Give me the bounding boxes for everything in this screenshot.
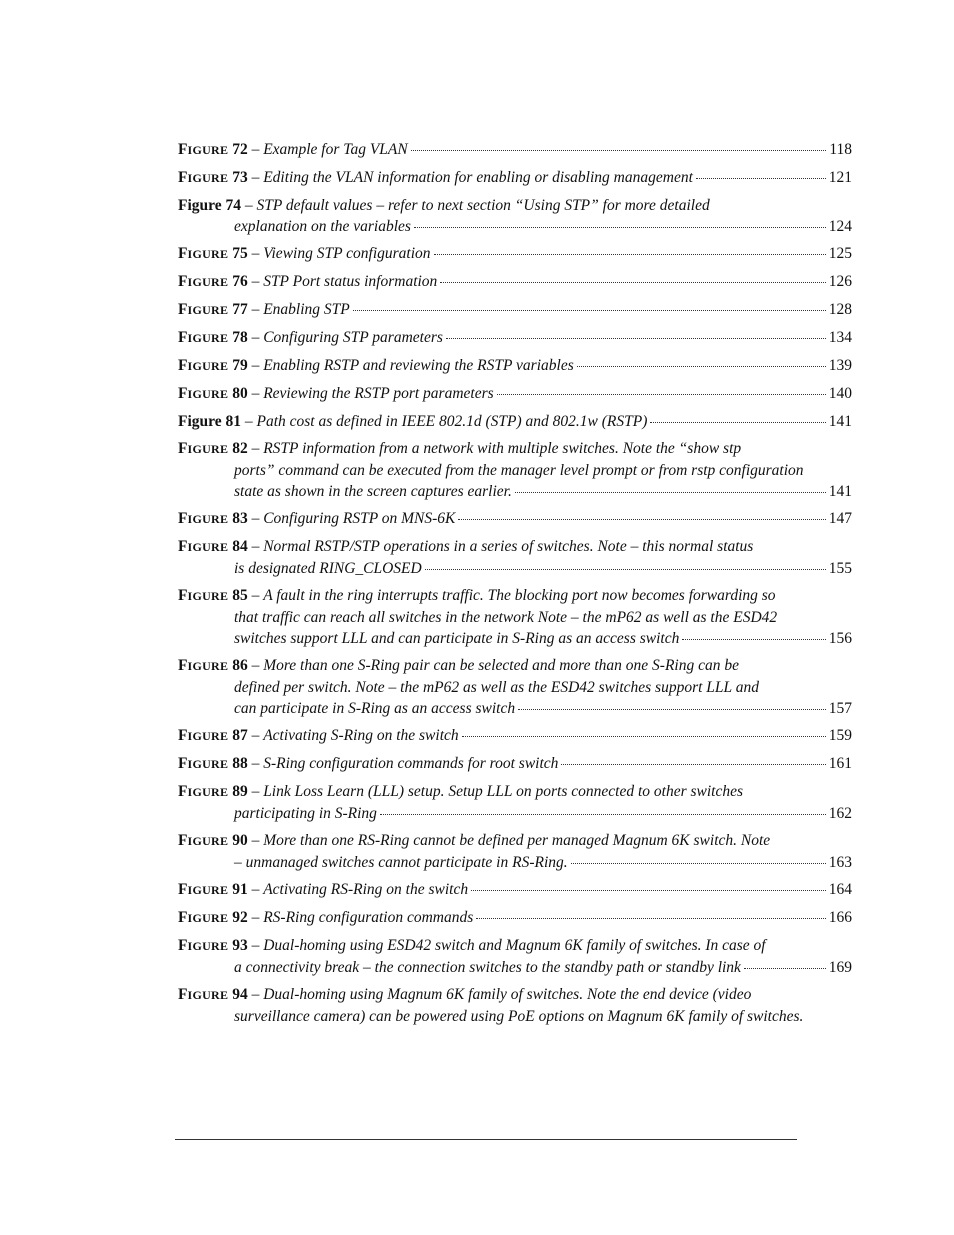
toc-entry[interactable] [178,753,852,775]
figure-caption: Editing the VLAN information for enabling or disabling management [263,169,693,186]
separator: – [247,783,264,800]
separator: – [247,169,264,186]
toc-entry[interactable] [178,195,852,237]
figure-caption: A fault in the ring interrupts traffic. The blocking port now becomes forwarding so [263,587,776,604]
figure-caption: state as shown in the screen captures earlier. [234,483,512,500]
separator: – [247,881,264,898]
dot-leader [414,226,826,228]
toc-entry[interactable] [178,355,852,377]
toc-entry[interactable] [178,243,852,265]
toc-entry[interactable] [178,781,852,824]
figure-label: FIGURE 82 [178,440,248,457]
figure-label: FIGURE 94 [178,986,248,1003]
separator: – [247,937,264,954]
page-number[interactable]: 161 [828,755,852,772]
dot-leader [744,967,826,969]
page-number[interactable]: 141 [828,483,852,500]
toc-entry[interactable] [178,935,852,978]
dot-leader [561,763,825,765]
figure-label: FIGURE 89 [178,783,248,800]
page-number[interactable]: 163 [828,854,852,871]
figure-caption: Activating S-Ring on the switch [263,727,459,744]
toc-entry[interactable] [178,907,852,929]
page-number[interactable]: 166 [828,909,852,926]
figure-label: FIGURE 91 [178,881,248,898]
dot-leader [515,491,826,493]
dot-leader [682,638,825,640]
page-number[interactable]: 157 [828,700,852,717]
figure-label: FIGURE 85 [178,587,248,604]
figure-caption: S-Ring configuration commands for root switch [263,755,559,772]
figure-caption: can participate in S-Ring as an access switch [234,700,516,717]
separator: – [247,832,264,849]
figure-caption: STP Port status information [263,273,438,290]
figure-caption: STP default values – refer to next section “Using STP” for more detailed [256,197,710,214]
separator: – [247,755,264,772]
separator: – [247,657,264,674]
dot-leader [462,735,826,737]
page-number[interactable]: 139 [828,357,852,374]
toc-entry[interactable] [178,536,852,579]
figure-caption: Enabling RSTP and reviewing the RSTP variables [263,357,574,374]
page-number[interactable]: 169 [828,959,852,976]
separator: – [247,245,264,262]
table-of-figures [178,139,852,1033]
figure-label: FIGURE 90 [178,832,248,849]
toc-entry[interactable] [178,411,852,432]
figure-caption: that traffic can reach all switches in the network Note – the mP62 as well as the ESD42 [234,609,778,626]
dot-leader [650,421,825,423]
figure-caption: a connectivity break – the connection switches to the standby path or standby link [234,959,741,976]
dot-leader [440,281,825,283]
figure-caption: surveillance camera) can be powered using PoE options on Magnum 6K family of switches. [234,1008,804,1025]
separator: – [247,329,264,346]
figure-label: FIGURE 78 [178,329,248,346]
dot-leader [696,177,826,179]
figure-label: Figure 81 [178,413,241,430]
toc-entry[interactable] [178,879,852,901]
figure-caption: ports” command can be executed from the manager level prompt or from rstp configuration [234,462,804,479]
figure-caption: Reviewing the RSTP port parameters [263,385,494,402]
toc-entry[interactable] [178,508,852,530]
toc-entry[interactable] [178,585,852,649]
separator: – [247,357,264,374]
figure-label: FIGURE 77 [178,301,248,318]
toc-entry[interactable] [178,984,852,1027]
figure-caption: participating in S-Ring [234,805,377,822]
figure-caption: Configuring STP parameters [263,329,443,346]
figure-caption: RSTP information from a network with multiple switches. Note the “show stp [263,440,742,457]
figure-caption: Link Loss Learn (LLL) setup. Setup LLL on ports connected to other switches [263,783,743,800]
toc-entry[interactable] [178,167,852,189]
figure-label: FIGURE 83 [178,510,248,527]
dot-leader [571,862,826,864]
figure-label: FIGURE 86 [178,657,248,674]
figure-label: FIGURE 73 [178,169,248,186]
page-number[interactable]: 125 [828,245,852,262]
figure-caption: More than one RS-Ring cannot be defined per managed Magnum 6K switch. Note [263,832,771,849]
page-number[interactable]: 140 [828,385,852,402]
page-number[interactable]: 164 [828,881,852,898]
figure-caption: More than one S-Ring pair can be selected and more than one S-Ring can be [263,657,739,674]
page-number[interactable]: 162 [828,805,852,822]
page-number[interactable]: 155 [828,560,852,577]
figure-label: FIGURE 75 [178,245,248,262]
page-number[interactable]: 121 [828,169,852,186]
toc-entry[interactable] [178,438,852,502]
figure-caption: Activating RS-Ring on the switch [263,881,469,898]
figure-label: FIGURE 72 [178,141,248,158]
figure-caption: Dual-homing using Magnum 6K family of switches. Note the end device (video [263,986,752,1003]
figure-label: FIGURE 79 [178,357,248,374]
page-number[interactable]: 128 [828,301,852,318]
dot-leader [471,889,826,891]
page-number[interactable]: 147 [828,510,852,527]
toc-entry[interactable] [178,725,852,747]
dot-leader [577,365,826,367]
figure-caption: Example for Tag VLAN [263,141,408,158]
separator: – [247,986,264,1003]
toc-entry[interactable] [178,139,852,161]
separator: – [241,197,257,214]
separator: – [247,727,264,744]
figure-label: FIGURE 84 [178,538,248,555]
page-number[interactable]: 156 [828,630,852,647]
page-number[interactable]: 159 [828,727,852,744]
separator: – [241,413,257,430]
figure-caption: Enabling STP [263,301,350,318]
separator: – [247,538,264,555]
dot-leader [497,393,826,395]
separator: – [247,141,264,158]
toc-entry[interactable] [178,383,852,405]
separator: – [247,510,264,527]
page-number[interactable]: 141 [828,413,852,430]
figure-caption: is designated RING_CLOSED [234,560,422,577]
figure-caption: Viewing STP configuration [263,245,431,262]
separator: – [247,273,264,290]
figure-label: FIGURE 88 [178,755,248,772]
separator: – [247,587,264,604]
figure-caption: – unmanaged switches cannot participate in RS-Ring. [234,854,568,871]
dot-leader [353,309,826,311]
dot-leader [476,917,825,919]
figure-caption: defined per switch. Note – the mP62 as well as the ESD42 switches support LLL and [234,679,759,696]
figure-label: Figure 74 [178,197,241,214]
page-number[interactable]: 124 [828,218,852,235]
toc-entry[interactable] [178,271,852,293]
figure-caption: switches support LLL and can participate in S-Ring as an access switch [234,630,680,647]
dot-leader [446,337,826,339]
dot-leader [518,708,826,710]
page-number[interactable]: 126 [828,273,852,290]
figure-caption: Path cost as defined in IEEE 802.1d (STP) and 802.1w (RSTP) [256,413,648,430]
separator: – [247,385,264,402]
separator: – [247,301,264,318]
figure-caption: RS-Ring configuration commands [263,909,474,926]
toc-entry[interactable] [178,830,852,873]
dot-leader [411,149,827,151]
footer-rule [175,1139,797,1140]
dot-leader [458,518,825,520]
figure-caption: Normal RSTP/STP operations in a series of switches. Note – this normal status [263,538,754,555]
figure-label: FIGURE 76 [178,273,248,290]
figure-label: FIGURE 92 [178,909,248,926]
figure-caption: explanation on the variables [234,218,411,235]
separator: – [247,909,264,926]
page-number[interactable]: 118 [829,141,852,158]
page-number[interactable]: 134 [828,329,852,346]
figure-label: FIGURE 87 [178,727,248,744]
figure-caption: Dual-homing using ESD42 switch and Magnum 6K family of switches. In case of [263,937,766,954]
dot-leader [434,253,826,255]
dot-leader [380,813,826,815]
separator: – [247,440,264,457]
toc-entry[interactable] [178,299,852,321]
toc-entry[interactable] [178,655,852,719]
figure-label: FIGURE 93 [178,937,248,954]
dot-leader [425,568,826,570]
figure-label: FIGURE 80 [178,385,248,402]
toc-entry[interactable] [178,327,852,349]
figure-caption: Configuring RSTP on MNS-6K [263,510,456,527]
